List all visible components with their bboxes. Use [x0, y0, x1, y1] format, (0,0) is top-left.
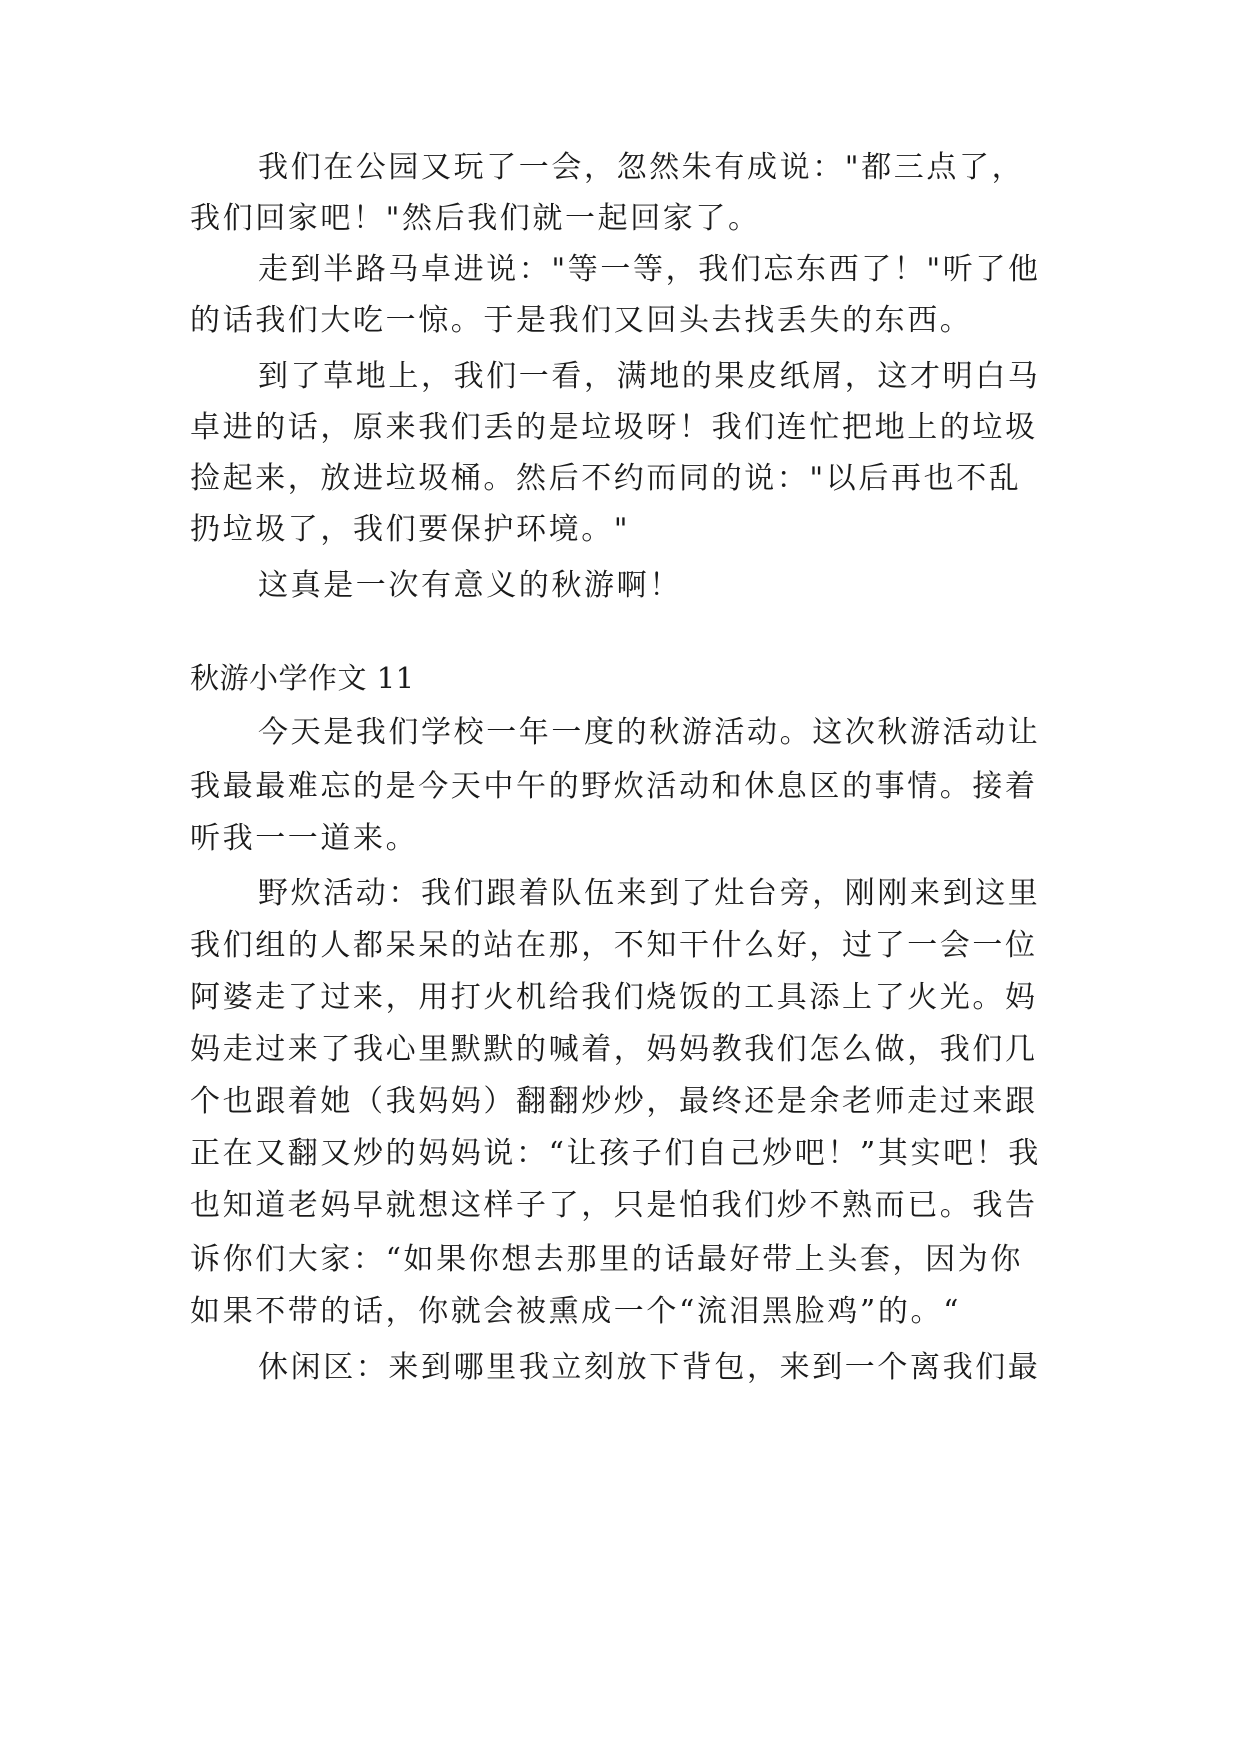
paragraph-line: 走到半路马卓进说："等一等，我们忘东西了！"听了他: [258, 252, 1041, 287]
paragraph-line: 也知道老妈早就想这样子了，只是怕我们炒不熟而已。我告: [190, 1188, 1038, 1223]
paragraph-line: 这真是一次有意义的秋游啊！: [258, 568, 682, 603]
paragraph-line: 休闲区：来到哪里我立刻放下背包，来到一个离我们最: [258, 1350, 1041, 1385]
paragraph-line: 到了草地上，我们一看，满地的果皮纸屑，这才明白马: [258, 359, 1041, 394]
paragraph-line: 我们在公园又玩了一会，忽然朱有成说："都三点了，: [258, 150, 1025, 185]
paragraph-line: 野炊活动：我们跟着队伍来到了灶台旁，刚刚来到这里: [258, 876, 1041, 911]
paragraph-line: 我们回家吧！"然后我们就一起回家了。: [190, 201, 761, 236]
section-title: 秋游小学作文 11: [190, 661, 415, 695]
paragraph-line: 个也跟着她（我妈妈）翻翻炒炒，最终还是余老师走过来跟: [190, 1084, 1038, 1119]
paragraph-line: 阿婆走了过来，用打火机给我们烧饭的工具添上了火光。妈: [190, 980, 1038, 1015]
paragraph-line: 我最最难忘的是今天中午的野炊活动和休息区的事情。接着: [190, 769, 1038, 804]
paragraph-line: 扔垃圾了，我们要保护环境。": [190, 512, 631, 547]
paragraph-line: 卓进的话，原来我们丢的是垃圾呀！我们连忙把地上的垃圾: [190, 410, 1038, 445]
paragraph-line: 的话我们大吃一惊。于是我们又回头去找丢失的东西。: [190, 303, 973, 338]
paragraph-line: 我们组的人都呆呆的站在那，不知干什么好，过了一会一位: [190, 928, 1038, 963]
paragraph-line: 正在又翻又炒的妈妈说：“让孩子们自己炒吧！”其实吧！我: [190, 1136, 1041, 1171]
paragraph-line: 听我一一道来。: [190, 821, 419, 856]
paragraph-line: 妈走过来了我心里默默的喊着，妈妈教我们怎么做，我们几: [190, 1032, 1038, 1067]
paragraph-line: 今天是我们学校一年一度的秋游活动。这次秋游活动让: [258, 715, 1041, 750]
paragraph-line: 诉你们大家：“如果你想去那里的话最好带上头套，因为你: [190, 1242, 1023, 1277]
paragraph-line: 如果不带的话，你就会被熏成一个“流泪黑脸鸡”的。“: [190, 1294, 962, 1329]
paragraph-line: 捡起来，放进垃圾桶。然后不约而同的说："以后再也不乱: [190, 461, 1022, 496]
